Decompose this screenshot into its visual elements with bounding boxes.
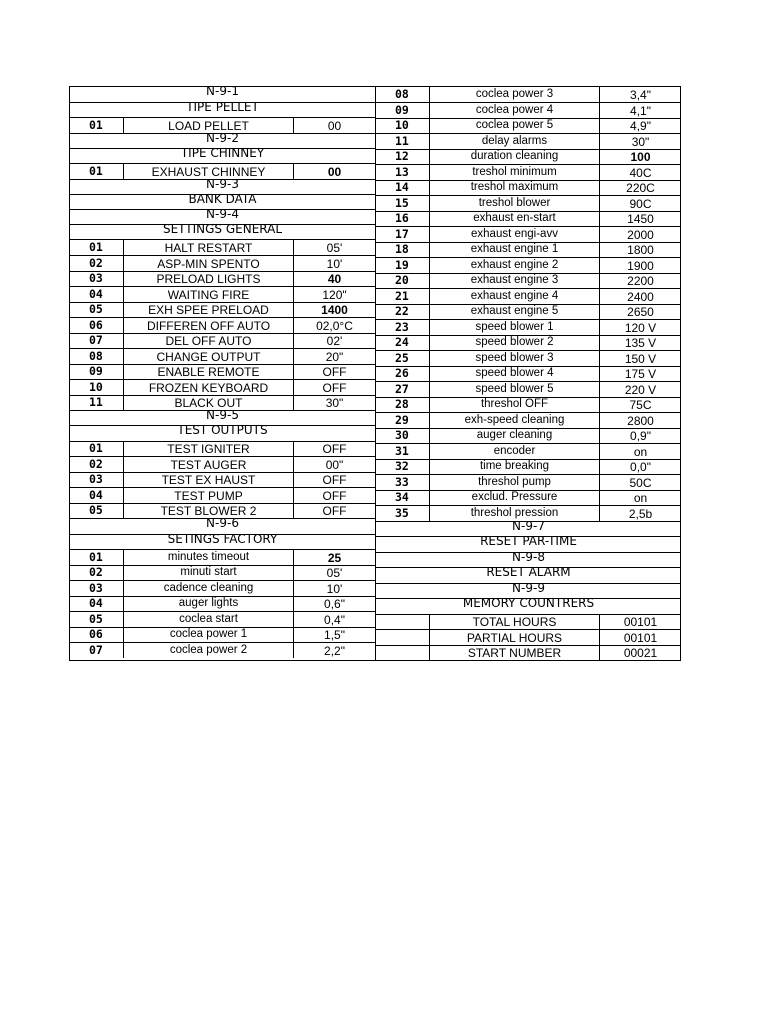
row-label: threshol pression [430, 506, 600, 521]
section-header-text [376, 599, 681, 614]
row-value: 2800 [627, 413, 654, 428]
table-row [376, 242, 681, 257]
row-label: HALT RESTART [124, 240, 294, 255]
row-label: FROZEN KEYBOARD [124, 380, 294, 395]
row-label: coclea start [124, 612, 294, 627]
section-header-text [70, 210, 375, 224]
row-label: BLACK OUT [124, 396, 294, 410]
table-row [376, 350, 681, 366]
row-number: 26 [376, 367, 430, 381]
row-number: 01 [70, 550, 124, 565]
table-row [70, 472, 375, 487]
section-header-text [70, 103, 375, 117]
section-header-text [70, 225, 375, 239]
row-value: 2400 [627, 289, 654, 304]
row-label: coclea power 5 [430, 119, 600, 133]
section-header-text [70, 87, 375, 102]
row-value: OFF [322, 442, 347, 456]
right-column [376, 87, 681, 660]
row-value: 00101 [623, 630, 658, 645]
table-row [70, 611, 375, 627]
row-value: 2,5b [628, 506, 653, 521]
section-header [70, 224, 375, 239]
section-header-label: RESET PAR-TIME [480, 537, 577, 548]
row-value: 2200 [627, 274, 654, 288]
table-row [376, 412, 681, 428]
table-row [70, 549, 375, 565]
section-header-label: N-9-2 [206, 134, 239, 145]
row-value: 135 V [624, 336, 657, 350]
row-value: 4,9" [630, 119, 651, 133]
row-number: 20 [376, 274, 430, 288]
table-row [376, 428, 681, 443]
table-row [376, 211, 681, 226]
row-number: 02 [70, 256, 124, 271]
row-number: 27 [376, 382, 430, 397]
row-label: threshol pump [430, 475, 600, 490]
table-row [70, 239, 375, 255]
row-value: 20" [325, 349, 344, 364]
row-label: TEST IGNITER [124, 442, 294, 456]
table-row [70, 627, 375, 642]
row-value: 2650 [627, 305, 654, 319]
row-value: 00101 [623, 615, 658, 629]
row-label: speed blower 1 [430, 320, 600, 335]
table-row [376, 443, 681, 459]
row-value: 00 [327, 164, 342, 179]
row-value: 2,2" [324, 643, 345, 658]
section-header-label: TIPE PELLET [186, 103, 259, 114]
row-value: OFF [322, 488, 347, 503]
row-number: 07 [70, 643, 124, 658]
row-label: DIFFEREN OFF AUTO [124, 318, 294, 333]
row-value: 1800 [627, 243, 654, 257]
row-label: exhaust engine 1 [430, 243, 600, 257]
section-header-label: N-9-3 [206, 180, 239, 191]
section-header [70, 425, 375, 441]
table-row [70, 642, 375, 658]
section-header [376, 552, 681, 567]
row-value: 00 [327, 118, 342, 133]
row-value: 40 [327, 272, 342, 286]
section-header-label: N-9-1 [206, 87, 239, 98]
section-header-label: SETINGS FACTORY [167, 535, 278, 546]
row-label: encoder [430, 444, 600, 459]
settings-table [69, 86, 681, 661]
row-number: 16 [376, 212, 430, 226]
row-number: 06 [70, 318, 124, 333]
section-header [70, 87, 375, 102]
row-label: EXH SPEE PRELOAD [124, 303, 294, 317]
table-row [376, 397, 681, 412]
row-number: 02 [70, 566, 124, 580]
table-row [376, 226, 681, 242]
row-value: 30" [631, 134, 650, 149]
row-number [376, 615, 430, 629]
table-row [70, 364, 375, 379]
row-value: 75C [629, 398, 652, 412]
row-label: EXHAUST CHINNEY [124, 164, 294, 179]
row-number: 35 [376, 506, 430, 521]
table-row [376, 180, 681, 195]
row-label: speed blower 5 [430, 382, 600, 397]
row-value: 4,1" [630, 103, 651, 118]
section-header [376, 521, 681, 536]
row-number: 19 [376, 258, 430, 273]
row-label: ASP-MIN SPENTO [124, 256, 294, 271]
table-row [376, 614, 681, 629]
row-number: 03 [70, 473, 124, 487]
row-value: 175 V [624, 367, 657, 381]
row-number: 04 [70, 597, 124, 611]
table-row [70, 565, 375, 580]
row-number: 29 [376, 413, 430, 428]
row-number: 23 [376, 320, 430, 335]
row-label: minutes timeout [124, 550, 294, 565]
section-header-text [70, 195, 375, 209]
row-label: coclea power 1 [124, 628, 294, 642]
section-header-text [70, 149, 375, 163]
row-label: coclea power 4 [430, 103, 600, 118]
row-label: CHANGE OUTPUT [124, 349, 294, 364]
row-number: 28 [376, 398, 430, 412]
row-value: OFF [322, 473, 347, 487]
row-label: exhaust engine 2 [430, 258, 600, 273]
section-header-label: N-9-8 [512, 553, 545, 564]
row-number: 22 [376, 305, 430, 319]
table-row [70, 379, 375, 395]
row-number: 17 [376, 227, 430, 242]
table-row [376, 149, 681, 164]
row-number: 21 [376, 289, 430, 304]
row-number: 11 [70, 396, 124, 410]
row-number: 01 [70, 164, 124, 179]
row-value: 0,0" [630, 460, 651, 474]
row-value: OFF [322, 504, 347, 518]
row-number: 04 [70, 488, 124, 503]
table-row [376, 366, 681, 381]
row-value: 05' [326, 566, 343, 580]
table-row [70, 596, 375, 611]
table-row [70, 580, 375, 596]
row-label: DEL OFF AUTO [124, 334, 294, 348]
row-number: 10 [376, 119, 430, 133]
row-number: 02 [70, 457, 124, 472]
row-value: 1400 [321, 303, 348, 317]
table-row [70, 487, 375, 503]
row-label: WAITING FIRE [124, 287, 294, 302]
row-number [376, 630, 430, 645]
row-label: exhaust en-start [430, 212, 600, 226]
row-label: TEST AUGER [124, 457, 294, 472]
row-number: 03 [70, 581, 124, 596]
row-value: 05' [326, 240, 343, 255]
row-number: 08 [376, 87, 430, 102]
row-number: 33 [376, 475, 430, 490]
row-label: speed blower 4 [430, 367, 600, 381]
table-row [70, 348, 375, 364]
table-row [70, 333, 375, 348]
row-number [376, 646, 430, 660]
row-number: 10 [70, 380, 124, 395]
row-value: 120 V [624, 320, 657, 335]
row-label: exhaust engine 5 [430, 305, 600, 319]
section-header-text [376, 522, 681, 536]
section-header-text [376, 553, 681, 567]
row-value: 1,5" [324, 628, 345, 642]
section-header [70, 148, 375, 163]
section-header-label: RESET ALARM [486, 568, 571, 579]
section-header-text [376, 568, 681, 583]
row-value: 150 V [624, 351, 657, 366]
row-label: coclea power 3 [430, 87, 600, 102]
row-number: 34 [376, 491, 430, 505]
table-row [376, 164, 681, 180]
section-header-label: N-9-9 [512, 584, 545, 595]
table-row [376, 490, 681, 505]
section-header [70, 102, 375, 117]
section-header-label: SETTINGS GENERAL [162, 225, 283, 236]
row-number: 01 [70, 118, 124, 133]
section-header [70, 194, 375, 209]
row-value: 02' [326, 334, 343, 348]
row-value: OFF [322, 365, 347, 379]
row-number: 05 [70, 504, 124, 518]
row-value: 0,9" [630, 429, 651, 443]
row-value: 3,4" [630, 87, 651, 102]
table-row [70, 456, 375, 472]
table-row [376, 133, 681, 149]
table-row [70, 302, 375, 317]
row-value: 120" [322, 287, 347, 302]
row-number: 01 [70, 442, 124, 456]
table-row [376, 335, 681, 350]
row-label: exhaust engine 4 [430, 289, 600, 304]
row-number: 09 [70, 365, 124, 379]
table-row [376, 645, 681, 660]
row-value: 2000 [627, 227, 654, 242]
section-header-text [70, 535, 375, 549]
row-label: auger cleaning [430, 429, 600, 443]
row-number: 25 [376, 351, 430, 366]
section-header [376, 567, 681, 583]
table-row [376, 319, 681, 335]
row-label: TOTAL HOURS [430, 615, 600, 629]
section-header-text [70, 426, 375, 441]
row-label: delay alarms [430, 134, 600, 149]
section-header [70, 133, 375, 148]
row-value: 90C [629, 196, 652, 211]
row-label: PRELOAD LIGHTS [124, 272, 294, 286]
row-number: 03 [70, 272, 124, 286]
section-header-label: TEST OUTPUTS [177, 426, 268, 437]
table-row [376, 118, 681, 133]
section-header-text [70, 134, 375, 148]
row-value: 220 V [624, 382, 657, 397]
row-number: 09 [376, 103, 430, 118]
row-number: 11 [376, 134, 430, 149]
row-value: 00021 [623, 646, 658, 660]
row-number: 18 [376, 243, 430, 257]
table-row [70, 117, 375, 133]
row-number: 05 [70, 612, 124, 627]
table-row [376, 629, 681, 645]
section-header-label: TIPE CHINNEY [180, 149, 265, 160]
table-row [376, 381, 681, 397]
section-header-label: N-9-4 [206, 210, 239, 221]
section-header-label: N-9-5 [206, 411, 239, 422]
row-label: time breaking [430, 460, 600, 474]
row-value: 0,6" [324, 597, 345, 611]
row-label: coclea power 2 [124, 643, 294, 658]
row-number: 12 [376, 150, 430, 164]
section-header [376, 536, 681, 552]
row-label: TEST BLOWER 2 [124, 504, 294, 518]
row-value: 00" [325, 457, 344, 472]
table-row [376, 87, 681, 102]
row-label: duration cleaning [430, 150, 600, 164]
table-row [376, 505, 681, 521]
table-row [376, 304, 681, 319]
row-value: OFF [322, 380, 347, 395]
row-number: 31 [376, 444, 430, 459]
row-label: ENABLE REMOTE [124, 365, 294, 379]
row-number: 08 [70, 349, 124, 364]
row-label: PARTIAL HOURS [430, 630, 600, 645]
row-label: treshol minimum [430, 165, 600, 180]
row-number: 14 [376, 181, 430, 195]
row-number: 15 [376, 196, 430, 211]
row-label: exhaust engi-avv [430, 227, 600, 242]
section-header-label: N-9-6 [206, 519, 239, 530]
row-value: 100 [630, 150, 651, 164]
section-header-text [376, 584, 681, 598]
row-value: 30" [325, 396, 344, 410]
table-row [376, 273, 681, 288]
section-header-text [376, 537, 681, 552]
row-label: TEST PUMP [124, 488, 294, 503]
row-value: on [633, 491, 648, 505]
row-number: 30 [376, 429, 430, 443]
table-row [376, 102, 681, 118]
row-label: auger lights [124, 597, 294, 611]
row-label: treshol maximum [430, 181, 600, 195]
table-row [70, 271, 375, 286]
table-row [376, 288, 681, 304]
row-number: 13 [376, 165, 430, 180]
row-value: 02,0°C [316, 318, 353, 333]
section-header [376, 583, 681, 598]
section-header-label: MEMORY COUNTRERS [462, 599, 595, 610]
row-label: TEST EX HAUST [124, 473, 294, 487]
section-header-text [70, 180, 375, 194]
row-label: START NUMBER [430, 646, 600, 660]
row-label: LOAD PELLET [124, 118, 294, 133]
row-number: 05 [70, 303, 124, 317]
row-label: treshol blower [430, 196, 600, 211]
row-label: speed blower 3 [430, 351, 600, 366]
row-number: 01 [70, 240, 124, 255]
section-header [70, 534, 375, 549]
section-header-text [70, 411, 375, 425]
table-row [70, 317, 375, 333]
table-row [70, 503, 375, 518]
row-value: 50C [629, 475, 652, 490]
section-header [70, 209, 375, 224]
table-row [70, 163, 375, 179]
section-header-label: BANK DATA [188, 195, 257, 206]
row-number: 07 [70, 334, 124, 348]
table-row [70, 286, 375, 302]
section-header [70, 518, 375, 534]
row-value: on [633, 444, 648, 459]
row-label: minuti start [124, 566, 294, 580]
row-value: 25 [327, 550, 342, 565]
row-number: 04 [70, 287, 124, 302]
section-header-text [70, 519, 375, 534]
row-label: exh-speed cleaning [430, 413, 600, 428]
row-value: 40C [629, 165, 652, 180]
section-header-label: N-9-7 [512, 522, 545, 533]
row-number: 32 [376, 460, 430, 474]
row-label: exhaust engine 3 [430, 274, 600, 288]
table-row [376, 195, 681, 211]
row-number: 06 [70, 628, 124, 642]
table-row [70, 395, 375, 410]
table-row [70, 255, 375, 271]
row-label: exclud. Pressure [430, 491, 600, 505]
table-row [376, 459, 681, 474]
table-row [70, 441, 375, 456]
section-header [70, 179, 375, 194]
row-value: 220C [626, 181, 655, 195]
row-label: threshol OFF [430, 398, 600, 412]
table-row [376, 257, 681, 273]
section-header [376, 598, 681, 614]
row-label: speed blower 2 [430, 336, 600, 350]
row-value: 0,4" [324, 612, 345, 627]
row-number: 24 [376, 336, 430, 350]
row-value: 10' [326, 256, 343, 271]
table-row [376, 474, 681, 490]
left-column [70, 87, 376, 660]
row-value: 1900 [627, 258, 654, 273]
row-label: cadence cleaning [124, 581, 294, 596]
row-value: 1450 [627, 212, 654, 226]
section-header [70, 410, 375, 425]
row-value: 10' [326, 581, 343, 596]
